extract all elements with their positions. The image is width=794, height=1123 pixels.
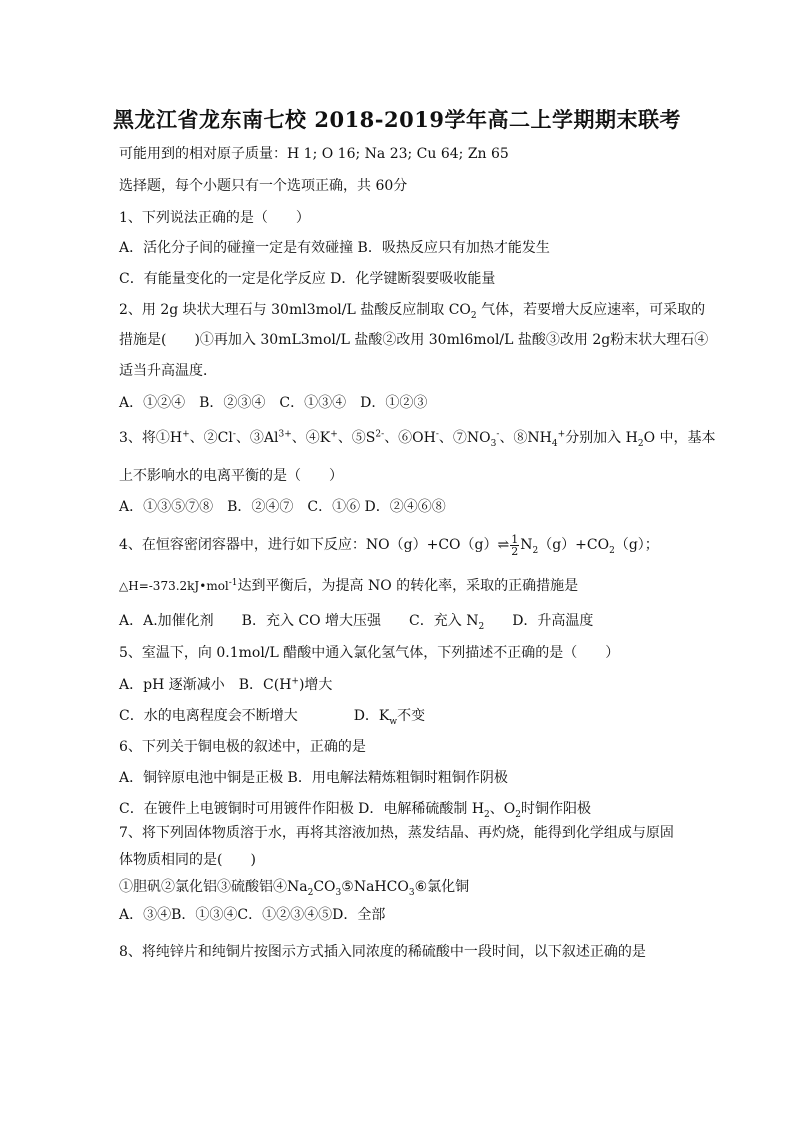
q3-part: 、②Cl	[189, 430, 233, 446]
question-3-line-2: 上不影响水的电离平衡的是（ ）	[119, 468, 343, 484]
question-4-options	[119, 611, 679, 631]
question-6-options-cd	[119, 799, 679, 819]
q3-part: 、⑦NO	[438, 430, 491, 446]
q3-sup: +	[330, 429, 338, 440]
fraction-one-half	[510, 534, 519, 557]
q3-part: 、⑥OH	[384, 430, 436, 446]
equilibrium-arrow: ⇌	[497, 537, 510, 553]
q6-sub: 2	[484, 809, 490, 820]
q7-part: CO	[313, 879, 336, 895]
q6-sub: 2	[515, 809, 521, 820]
q2-text-b: 气体，若要增大反应速率，可采取的	[476, 302, 706, 318]
question-4-line-1	[119, 532, 679, 558]
q3-sub: 2	[637, 438, 644, 449]
q3-part: 、⑧NH	[499, 430, 552, 446]
q6-part: 、O	[489, 801, 516, 817]
q4-sub: 2	[532, 545, 539, 556]
question-8-stem: 8、将纯锌片和纯铜片按图示方式插入同浓度的稀硫酸中一段时间，以下叙述正确的是	[119, 944, 646, 960]
q5-sub: w	[389, 716, 398, 727]
q7-sub: 3	[335, 887, 342, 898]
q3-sup: 3+	[278, 429, 292, 440]
question-2-options: A．①②④ B．②③④ C．①③④ D．①②③	[119, 395, 428, 411]
q6-part: C．在镀件上电镀铜时可用镀件作阳极 D．电解稀硫酸制 H	[119, 801, 485, 817]
question-3-options: A．①③⑤⑦⑧ B．②④⑦ C．①⑥ D．②④⑥⑧	[119, 499, 446, 515]
q3-sup: 2-	[375, 429, 385, 440]
question-5-stem: 5、室温下，向 0.1mol/L 醋酸中通入氯化氢气体，下列描述不正确的是（ ）	[119, 645, 620, 661]
q7-part: ①胆矾②氯化铝③硫酸铝④Na	[119, 879, 308, 895]
question-7-line-2: 体物质相同的是( )	[119, 852, 256, 868]
question-5-options-cd	[119, 706, 679, 726]
q3-part: 、⑤S	[337, 430, 376, 446]
q4-options-part: A．A.加催化剂 B．充入 CO 增大压强 C．充入 N	[119, 613, 479, 629]
q3-part: 3、将①H	[119, 430, 183, 446]
q4-sup: -1	[228, 578, 238, 588]
q3-part: 、③Al	[235, 430, 279, 446]
q4-part: 4、在恒容密闭容器中，进行如下反应：NO（g）+CO（g）	[119, 537, 498, 553]
q7-part: ⑥氯化铜	[414, 879, 470, 895]
q5-part: 不变	[397, 708, 426, 724]
question-4-line-2	[119, 576, 679, 596]
q7-sub: 2	[307, 887, 314, 898]
fraction-numerator: 1	[511, 532, 519, 546]
q3-sup: -	[496, 429, 500, 440]
fraction-denominator: 2	[511, 544, 519, 558]
q7-part: ⑤NaHCO	[341, 879, 409, 895]
q5-part: A．pH 逐渐减小 B．C(H	[119, 677, 292, 693]
q4-enthalpy: △H=-373.2kJ•mol	[119, 579, 229, 593]
q3-sub: 4	[551, 438, 558, 449]
question-5-options-ab	[119, 675, 679, 695]
q4-part: （g）+CO	[538, 537, 610, 553]
q4-part: 达到平衡后，为提高 NO 的转化率，采取的正确措施是	[237, 578, 579, 594]
question-6-stem: 6、下列关于铜电极的叙述中，正确的是	[119, 739, 366, 755]
question-1-options-ab: A．活化分子间的碰撞一定是有效碰撞 B．吸热反应只有加热才能发生	[119, 240, 550, 256]
q3-part: O 中，基本	[643, 430, 716, 446]
question-6-options-ab: A．铜锌原电池中铜是正极 B．用电解法精炼粗铜时粗铜作阴极	[119, 770, 508, 786]
question-1-options-cd: C．有能量变化的一定是化学反应 D．化学键断裂要吸收能量	[119, 271, 496, 287]
q6-part: 时铜作阳极	[521, 801, 591, 817]
q5-sup: +	[291, 676, 299, 687]
section-heading: 选择题，每个小题只有一个选项正确，共 60分	[119, 178, 408, 194]
question-2-line-2: 措施是( )①再加入 30mL3mol/L 盐酸②改用 30ml6mol/L 盐酸③改用 2g粉末状大理石④	[119, 332, 709, 348]
q3-sub: 3	[490, 438, 497, 449]
q4-options-part: D．升高温度	[484, 613, 594, 629]
q3-sup: +	[557, 429, 566, 440]
q3-sup: -	[435, 429, 439, 440]
q2-text-a: 2、用 2g 块状大理石与 30ml3mol/L 盐酸反应制取 CO	[119, 302, 471, 318]
q3-part: 分别加入 H	[565, 430, 638, 446]
question-1-stem: 1、下列说法正确的是（ ）	[119, 210, 310, 226]
question-7-items	[119, 877, 679, 897]
page-title: 黑龙江省龙东南七校 2018-2019学年高二上学期期末联考	[113, 107, 681, 132]
q7-sub: 3	[408, 887, 415, 898]
q2-sub: 2	[470, 310, 477, 321]
q4-sub: 2	[609, 545, 615, 556]
question-7-options: A．③④B．①③④C．①②③④⑤D．全部	[119, 907, 386, 923]
q3-sup: -	[232, 429, 236, 440]
q3-part: 、④K	[291, 430, 331, 446]
question-3-line-1	[119, 428, 716, 449]
q5-part: C．水的电离程度会不断增大 D．K	[119, 708, 390, 724]
q4-part: N	[520, 537, 533, 553]
q3-sup: +	[182, 429, 190, 440]
question-7-line-1: 7、将下列固体物质溶于水，再将其溶液加热，蒸发结晶、再灼烧，能得到化学组成与原固	[119, 825, 674, 841]
question-2-line-1	[119, 300, 706, 321]
atomic-mass-note: 可能用到的相对原子质量：H 1; O 16; Na 23; Cu 64; Zn 65	[119, 146, 509, 162]
question-2-line-3: 适当升高温度．	[119, 363, 217, 379]
q4-sub: 2	[478, 621, 485, 632]
q4-part: （g）；	[614, 537, 659, 553]
q5-part: )增大	[298, 677, 333, 693]
